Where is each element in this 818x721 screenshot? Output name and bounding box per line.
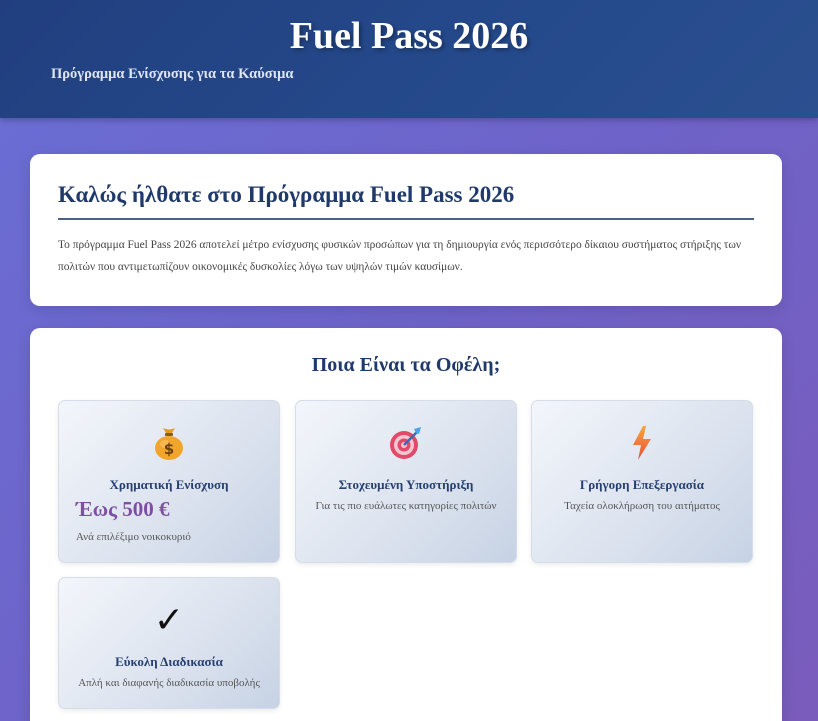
welcome-card: [30, 154, 782, 306]
money-bag-icon: [59, 425, 279, 463]
svg-text:$: $: [163, 440, 175, 458]
target-icon: [296, 425, 516, 463]
benefit-card-targeted: [295, 400, 517, 563]
benefit-title: Χρηματική Ενίσχυση: [109, 477, 229, 492]
checkmark-icon: ✓: [153, 600, 185, 641]
benefit-title: Γρήγορη Επεξεργασία: [579, 477, 705, 492]
benefit-card-easy: [58, 577, 280, 709]
site-subtitle: Πρόγραμμα Ενίσχυσης για τα Καύσιμα: [51, 66, 294, 82]
heading-divider: [58, 218, 754, 220]
benefits-heading: Ποια Είναι τα Οφέλη;: [311, 354, 501, 376]
welcome-heading: Καλώς ήλθατε στο Πρόγραμμα Fuel Pass 2026: [58, 182, 515, 207]
benefits-card: [30, 328, 782, 721]
benefit-description: Για τις πιο ευάλωτες κατηγορίες πολιτών: [315, 500, 497, 512]
benefit-card-fast: [531, 400, 753, 563]
welcome-text: Το πρόγραμμα Fuel Pass 2026 αποτελεί μέτρο ενίσχυσης φυσικών προσώπων για τη δημιουργία ενός περισσότερο δίκαιου συστήματος στήριξης των πολιτών που αντιμετωπίζουν οικονομικές δυσκολίες λόγω των υψηλών τιμών καυσίμων.: [58, 239, 741, 273]
benefit-title: Στοχευμένη Υποστήριξη: [338, 477, 474, 492]
site-header: [0, 0, 818, 118]
benefit-amount: Έως 500 €: [76, 497, 170, 521]
benefit-description: Ανά επιλέξιμο νοικοκυριό: [76, 531, 191, 543]
benefit-title: Εύκολη Διαδικασία: [115, 654, 223, 669]
lightning-icon: [532, 425, 752, 463]
site-title: Fuel Pass 2026: [289, 15, 529, 57]
benefit-card-financial: [58, 400, 280, 563]
benefit-description: Ταχεία ολοκλήρωση του αιτήματος: [564, 500, 720, 512]
benefit-description: Απλή και διαφανής διαδικασία υποβολής: [78, 677, 260, 689]
